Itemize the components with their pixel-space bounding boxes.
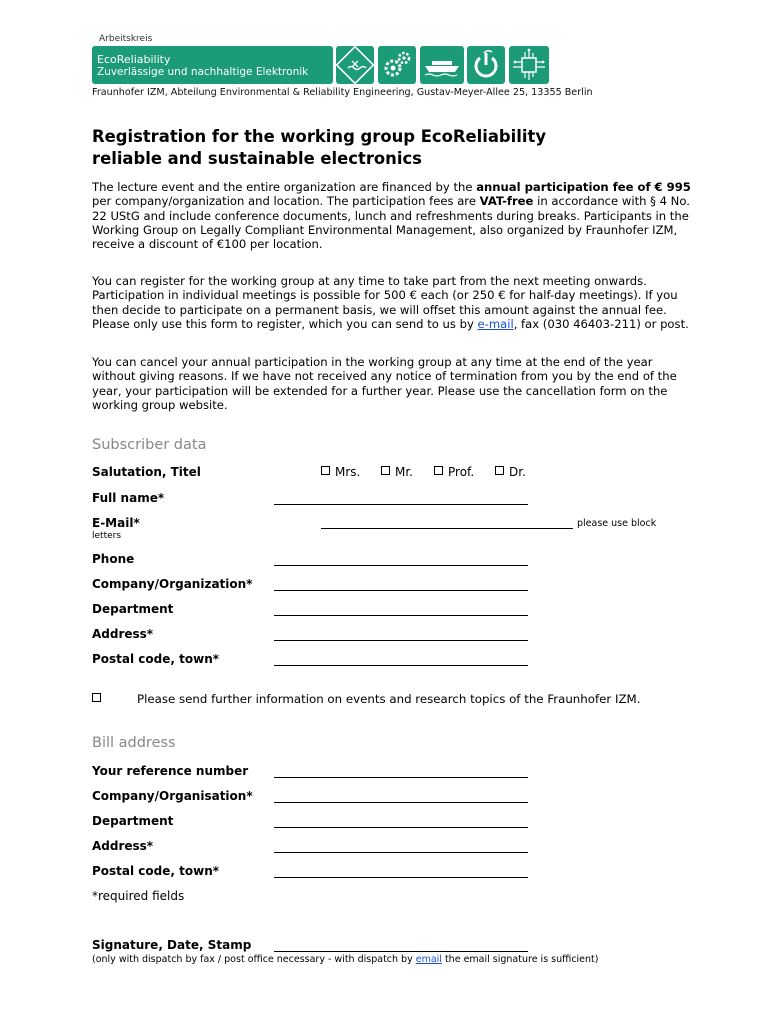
logo-title: EcoReliability: [97, 53, 171, 66]
checkbox-mrs[interactable]: Mrs.: [321, 465, 360, 479]
signature-note: (only with dispatch by fax / post office necessary - with dispatch by email the email signature is sufficient): [92, 954, 599, 965]
bill-department-label: Department: [92, 814, 174, 828]
department-field[interactable]: [274, 615, 528, 616]
cancellation-paragraph: You can cancel your annual participation in the working group at any time at the end of the year without giving reasons. If we have not received any notice of termination from you by the end of the year, your participation will be extended for a further year. Please use the cancellation form on the working group website.: [92, 355, 677, 412]
bill-address-field[interactable]: [274, 852, 528, 853]
phone-label: Phone: [92, 552, 135, 566]
fee-paragraph: The lecture event and the entire organization are financed by the annual participation fee of € 995 per company/organization and location. The participation fees are VAT-free in accordance with § 4 No. 22 UStG and include conference documents, lunch and refreshments during breaks. Participants in the Working Group on Legally Compliant Environmental Management, also organized by Fraunhofer IZM, receive a discount of €100 per location.: [92, 180, 691, 252]
bill-heading: Bill address: [92, 735, 176, 751]
signature-email-link[interactable]: email: [415, 954, 442, 965]
phone-field[interactable]: [274, 565, 528, 566]
info-checkbox[interactable]: [92, 692, 106, 706]
checkbox-prof[interactable]: Prof.: [434, 465, 474, 479]
signature-field[interactable]: [274, 951, 528, 952]
postal-field[interactable]: [274, 665, 528, 666]
power-icon: [467, 46, 505, 84]
registration-paragraph: You can register for the working group at any time to take part from the next meeting onwards. Participation in individual meetings is possible for 500 € each (or 250 € for half-day meetings). If you then decide to participate on a permanent basis, we will offset this amount against the annual fee. Please only use this form to register, which you can send to us by e-mail, fax (030 46403-211) or post.: [92, 274, 689, 331]
full-name-field[interactable]: [274, 504, 528, 505]
gears-icon: [378, 46, 416, 84]
title-line-1: Registration for the working group EcoReliability: [92, 127, 547, 146]
department-label: Department: [92, 602, 174, 616]
info-checkbox-label: Please send further information on events and research topics of the Fraunhofer IZM.: [137, 692, 641, 706]
bill-department-field[interactable]: [274, 827, 528, 828]
logo-caption: Arbeitskreis: [99, 34, 153, 44]
page-title: [92, 126, 712, 170]
reference-label: Your reference number: [92, 764, 249, 778]
bill-company-label: Company/Organisation*: [92, 789, 253, 803]
reference-field[interactable]: [274, 777, 528, 778]
checkbox-dr[interactable]: Dr.: [495, 465, 526, 479]
postal-label: Postal code, town*: [92, 652, 220, 666]
subscriber-heading: Subscriber data: [92, 437, 207, 453]
bill-address-label: Address*: [92, 839, 154, 853]
water-icon: [336, 46, 374, 84]
ship-icon: [420, 46, 464, 84]
company-label: Company/Organization*: [92, 577, 253, 591]
email-label: E-Mail*: [92, 516, 140, 530]
bill-postal-field[interactable]: [274, 877, 528, 878]
required-note: *required fields: [92, 889, 185, 903]
signature-label: Signature, Date, Stamp: [92, 938, 252, 952]
full-name-label: Full name*: [92, 491, 165, 505]
checkbox-mr[interactable]: Mr.: [381, 465, 413, 479]
bill-company-field[interactable]: [274, 802, 528, 803]
address-label: Address*: [92, 627, 154, 641]
email-field[interactable]: [321, 528, 573, 529]
email-link[interactable]: e-mail: [477, 316, 514, 331]
address-field[interactable]: [274, 640, 528, 641]
email-hint-continued: letters: [92, 531, 122, 541]
circuit-icon: [509, 46, 549, 84]
title-line-2: reliable and sustainable electronics: [92, 149, 422, 168]
company-field[interactable]: [274, 590, 528, 591]
salutation-label: Salutation, Titel: [92, 465, 201, 479]
organization-address: Fraunhofer IZM, Abteilung Environmental & Reliability Engineering, Gustav-Meyer-Allee 25, 13355 Berlin: [92, 87, 593, 98]
bill-postal-label: Postal code, town*: [92, 864, 220, 878]
logo-subtitle: Zuverlässige und nachhaltige Elektronik: [97, 66, 309, 78]
email-hint: please use block: [577, 518, 657, 529]
